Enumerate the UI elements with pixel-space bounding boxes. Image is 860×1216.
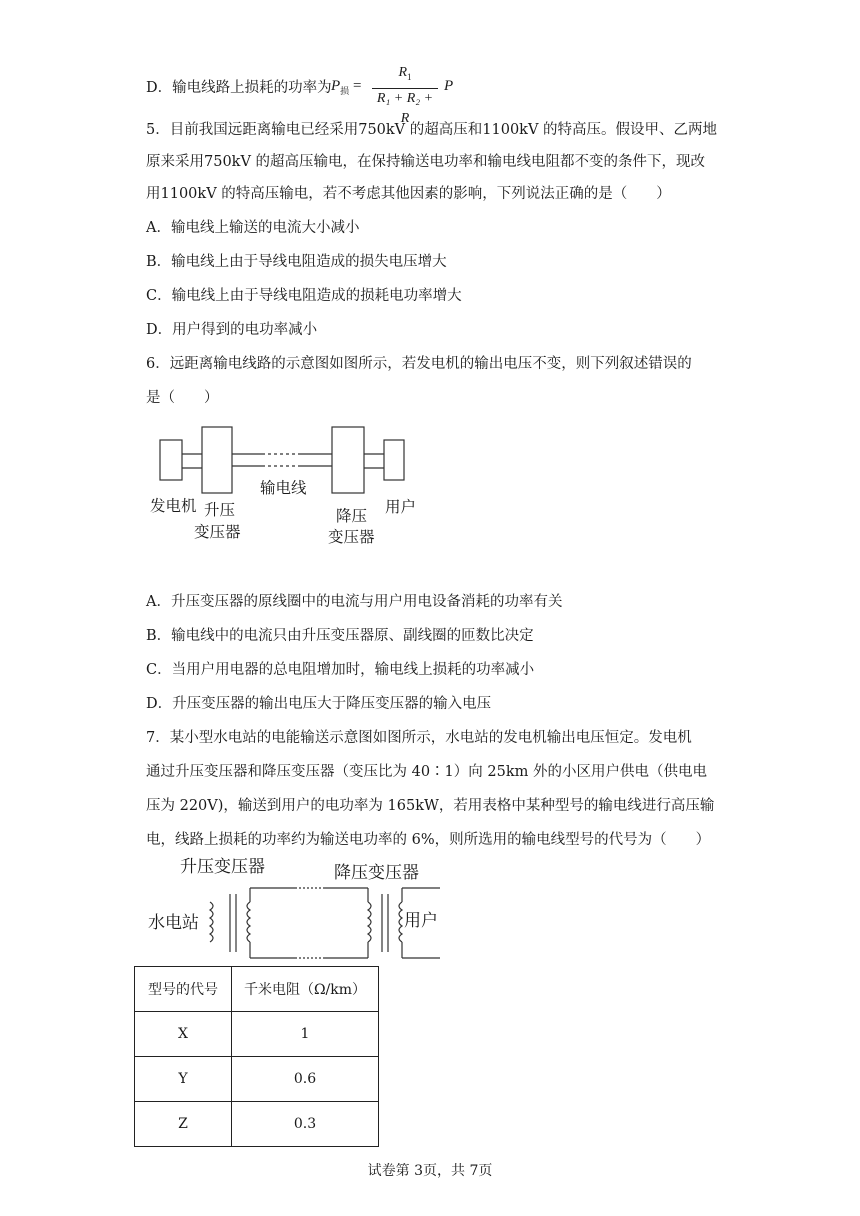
- q6-stem-line-2: 是（ ）: [146, 390, 219, 406]
- q6-label-user: 用户: [385, 498, 417, 516]
- q4-formula-p: P: [331, 78, 341, 94]
- q6-option-a: A．升压变压器的原线圈中的电流与用户用电设备消耗的功率有关: [146, 594, 563, 610]
- table-header-model: 型号的代号: [135, 967, 232, 1012]
- table-row: [135, 1012, 379, 1057]
- q7-stem-line-4: 电，线路上损耗的功率约为输送电功率的 6%，则所选用的输电线型号的代号为（ ）: [146, 832, 711, 848]
- table-row: [135, 1057, 379, 1102]
- step-down-secondary-coil: [399, 902, 402, 942]
- table-cell: 0.6: [232, 1057, 379, 1102]
- generator-box: [160, 440, 182, 480]
- q7-transformer-diagram: [200, 880, 450, 962]
- q6-label-generator: 发电机: [150, 497, 197, 515]
- q6-stem-line-1: 6．远距离输电线路的示意图如图所示，若发电机的输出电压不变，则下列叙述错误的: [146, 356, 692, 372]
- q4-formula-equals: =: [352, 78, 362, 94]
- step-up-secondary-coil: [247, 902, 250, 942]
- q7-wire-model-table: [134, 966, 379, 1147]
- q7-label-step-up: 升压变压器: [180, 857, 265, 877]
- table-cell: 0.3: [232, 1102, 379, 1147]
- q7-stem-line-2: 通过升压变压器和降压变压器（变压比为 40∶1）向 25km 外的小区用户供电（供电电: [146, 764, 707, 780]
- step-down-transformer-box: [332, 427, 364, 493]
- table-cell: 1: [232, 1012, 379, 1057]
- q6-label-step-down-2: 变压器: [328, 528, 375, 546]
- q4-option-d: [146, 78, 332, 98]
- step-down-primary-coil: [368, 902, 371, 942]
- q5-stem-line-3: 用1100kV 的特高压输电，若不考虑其他因素的影响，下列说法正确的是（ ）: [146, 186, 671, 202]
- q5-stem-line-1: 5．目前我国远距离输电已经采用750kV 的超高压和1100kV 的特高压。假设甲、乙两地: [146, 122, 718, 138]
- table-header-resistance: 千米电阻（Ω/km）: [232, 967, 379, 1012]
- q4-formula-rhs: P: [444, 78, 454, 94]
- table-header-row: [135, 967, 379, 1012]
- q5-option-b: B．输电线上由于导线电阻造成的损失电压增大: [146, 254, 447, 270]
- q4-formula-sub: 损: [340, 86, 350, 96]
- q5-option-a: A．输电线上输送的电流大小减小: [146, 220, 360, 236]
- step-up-transformer-box: [202, 427, 232, 493]
- q6-label-step-up-2: 变压器: [194, 523, 241, 541]
- q5-option-d: D．用户得到的电功率减小: [146, 322, 318, 338]
- q6-option-c: C．当用户用电器的总电阻增加时，输电线上损耗的功率减小: [146, 662, 535, 678]
- user-box: [384, 440, 404, 480]
- q4-formula-lhs: [331, 78, 361, 97]
- q5-option-c: C．输电线上由于导线电阻造成的损耗电功率增大: [146, 288, 462, 304]
- q4-option-d-text: D．输电线路上损耗的功率为: [146, 80, 332, 96]
- table-cell: X: [135, 1012, 232, 1057]
- q6-option-b: B．输电线中的电流只由升压变压器原、副线圈的匝数比决定: [146, 628, 534, 644]
- step-up-primary-coil: [210, 902, 213, 942]
- q6-option-d: D．升压变压器的输出电压大于降压变压器的输入电压: [146, 696, 492, 712]
- q4-formula-numerator: $R_1$: [398, 65, 412, 82]
- page-footer: 试卷第 3页，共 7页: [367, 1163, 493, 1179]
- table-row: [135, 1102, 379, 1147]
- table-cell: Z: [135, 1102, 232, 1147]
- q7-label-user: 用户: [404, 911, 438, 931]
- q7-stem-line-1: 7．某小型水电站的电能输送示意图如图所示，水电站的发电机输出电压恒定。发电机: [146, 730, 692, 746]
- q6-label-line: 输电线: [260, 479, 307, 497]
- q6-label-step-up-1: 升压: [204, 501, 236, 519]
- table-cell: Y: [135, 1057, 232, 1102]
- q7-stem-line-3: 压为 220V)，输送到用户的电功率为 165kW，若用表格中某种型号的输电线进行高压输: [146, 798, 715, 814]
- q4-formula-denominator: R₁ + R₂ + R: [372, 88, 438, 129]
- q6-label-step-down-1: 降压: [336, 507, 368, 525]
- q5-stem-line-2: 原来采用750kV 的超高压输电，在保持输送电功率和输电线电阻都不变的条件下，现改: [146, 154, 706, 170]
- q7-label-step-down: 降压变压器: [334, 863, 419, 883]
- q7-label-station: 水电站: [148, 913, 199, 933]
